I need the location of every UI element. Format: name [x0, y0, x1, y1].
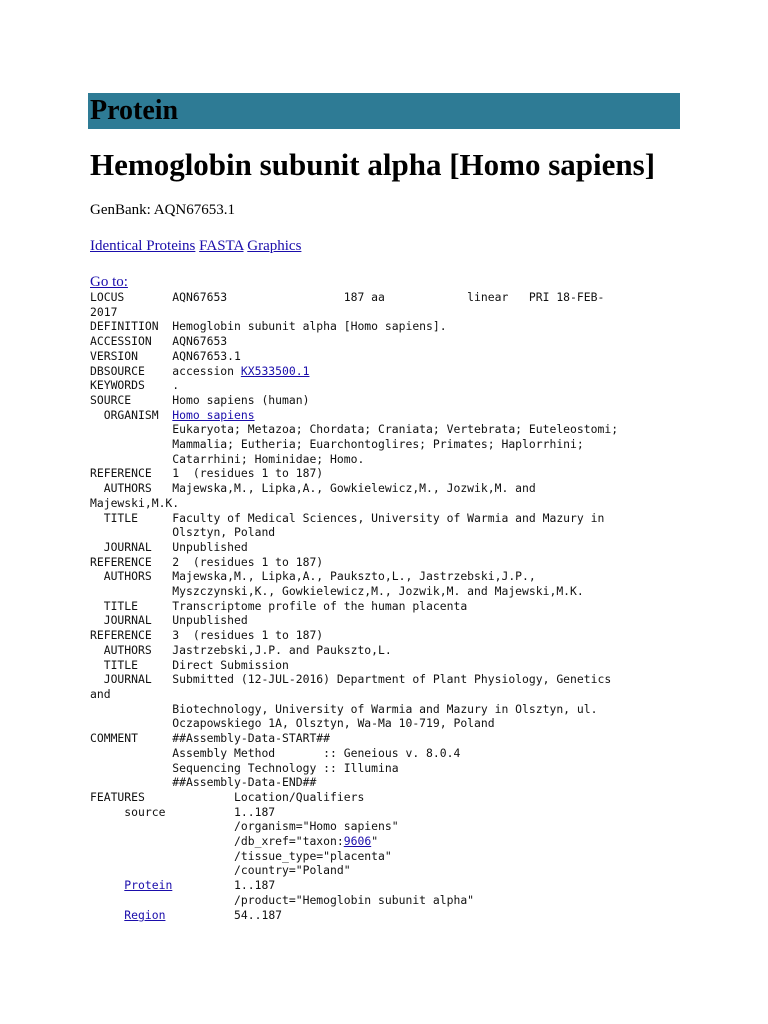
feature-region-link[interactable]: Region — [124, 907, 166, 922]
record-text-2: KEYWORDS . SOURCE Homo sapiens (human) ORGANISM — [90, 378, 310, 422]
fasta-link[interactable]: FASTA — [199, 238, 244, 254]
record-text-3: Eukaryota; Metazoa; Chordata; Craniata; Vertebrata; Euteleostomi; Mammalia; Eutheria; Euarchontoglires; Primates; Haplorrhini; Catarrhini; Hominidae; Homo. REFERENCE 1 (residues 1 to 187) AUTHORS Majewska,M., Lipka,A., Gowkielewicz,M., Jozwik,M. and Majewski,M.K. TITLE Faculty of Medical Sciences, University of Warmia and Mazury in Olsztyn, Poland JOURNAL Unpublished REFERENCE 2 (residues 1 to 187) AUTHORS Majewska,M., Lipka,A., Paukszto,L., Jastrzebski,J.P., Myszczynski,K., Gowkielewicz,M., Jozwik,M. and Majewski,M.K. TITLE Transcriptome profile of the human placenta JOURNAL Unpublished REFERENCE 3 (residues 1 to 187) AUTHORS Jastrzebski,J.P. and Paukszto,L. TITLE Direct Submission JOURNAL Submitted (12-JUL-2016) Department of Plant Physiology, Genetics and Biotechnology, University of Warmia and Mazury in Olsztyn, ul. Oczapowskiego 1A, Olsztyn, Wa-Ma 10-719, Poland COMMENT ##Assembly-Data-START## Assembly Method :: Geneious v. 8.0.4 Sequencing Technology :: Illumina ##Assembly-Data-END## FEATURES Location/Qualifiers source 1..187 /organism="Homo sapiens" /db_xref="taxon: — [90, 422, 619, 849]
view-links — [90, 237, 301, 255]
goto-link[interactable]: Go to: — [90, 274, 128, 290]
taxon-link[interactable]: 9606 — [343, 834, 372, 849]
record-text-1: LOCUS AQN67653 187 aa linear PRI 18-FEB- 2017 DEFINITION Hemoglobin subunit alpha [Homo sapiens]. ACCESSION AQN67653 VERSION AQN67653.1 DBSOURCE accession — [90, 290, 605, 378]
record-text-6: 54..187 — [165, 907, 283, 922]
protein-banner — [88, 93, 680, 129]
genbank-record — [90, 290, 618, 922]
feature-protein-link[interactable]: Protein — [124, 878, 173, 893]
page-title: Hemoglobin subunit alpha [Homo sapiens] — [90, 147, 656, 182]
graphics-link[interactable]: Graphics — [247, 238, 302, 254]
organism-link[interactable]: Homo sapiens — [172, 407, 255, 422]
banner-title: Protein — [90, 95, 179, 126]
record-text-4: " /tissue_type="placenta" /country="Poland" — [234, 834, 392, 878]
record-text-5: 1..187 /product="Hemoglobin subunit alpha" — [234, 878, 475, 907]
dbsource-link[interactable]: KX533500.1 — [240, 363, 310, 378]
identical-proteins-link[interactable]: Identical Proteins — [90, 238, 196, 254]
genbank-accession: GenBank: AQN67653.1 — [90, 202, 235, 218]
